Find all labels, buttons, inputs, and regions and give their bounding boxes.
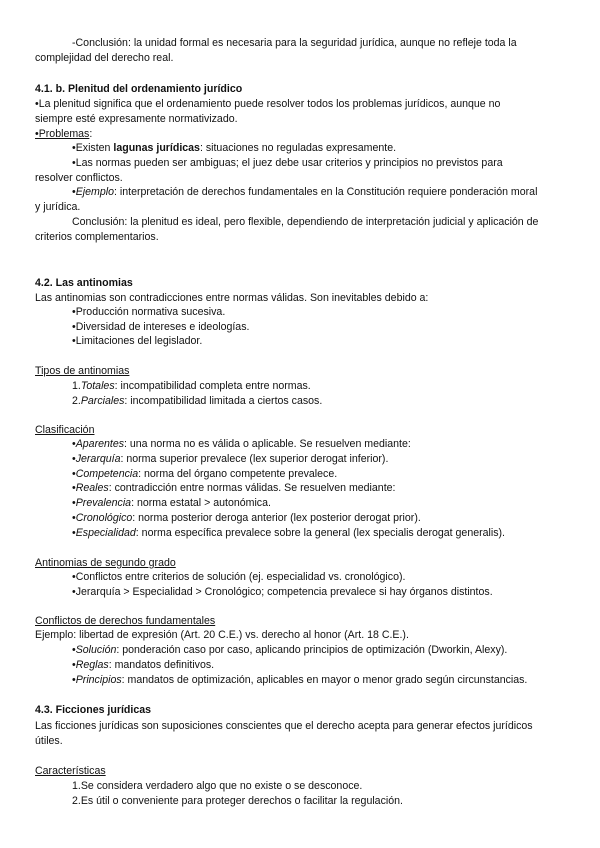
fundamental-desc: : ponderación caso por caso, aplicando principios de optimización (Dworkin, Alexy).: [116, 644, 508, 656]
cause-item: •Limitaciones del legislador.: [72, 335, 203, 347]
problem-3-post: : interpretación de derechos fundamentales en la Constitución requiere ponderación moral: [114, 186, 538, 198]
problem-2-line-2: resolver conflictos.: [35, 172, 123, 184]
problems-label: [35, 127, 92, 141]
features-title: Características: [35, 765, 106, 777]
plenitud-def-line-1: •La plenitud significa que el ordenamiento puede resolver todos los problemas jurídicos, aunque no: [35, 98, 501, 110]
classification-name: Reales: [75, 482, 109, 494]
ficciones-def-line-2: útiles.: [35, 735, 63, 747]
classification-desc: : contradicción entre normas válidas. Se resuelven mediante:: [108, 482, 396, 494]
fundamental-title: Conflictos de derechos fundamentales: [35, 615, 216, 627]
classification-desc: : una norma no es válida o aplicable. Se resuelven mediante:: [124, 438, 411, 450]
types-title: Tipos de antinomias: [35, 365, 130, 377]
classification-item: •Competencia: norma del órgano competente prevalece.: [72, 468, 338, 480]
section-4-3-title: 4.3. Ficciones jurídicas: [35, 704, 151, 716]
classification-title: Clasificación: [35, 424, 95, 436]
feature-item: 1.Se considera verdadero algo que no existe o se desconoce.: [72, 780, 363, 792]
plenitud-conclusion-line-1: Conclusión: la plenitud es ideal, pero flexible, dependiendo de interpretación judicial y aplicación de: [72, 216, 539, 228]
intro-conclusion-line-2: complejidad del derecho real.: [35, 52, 174, 64]
fundamental-name: Principios: [75, 674, 122, 686]
type-name: Totales: [80, 380, 115, 392]
problem-3-line-1: [72, 185, 537, 199]
plenitud-def-line-2: siempre esté expresamente normativizado.: [35, 113, 238, 125]
classification-item: •Cronológico: norma posterior deroga anterior (lex posterior derogat prior).: [72, 512, 421, 524]
type-item: [72, 394, 322, 408]
classification-item: •Especialidad: norma específica prevalece sobre la general (lex specialis derogat generalis).: [72, 527, 506, 539]
problems-label-colon: :: [89, 128, 93, 140]
classification-name: Especialidad: [75, 527, 136, 539]
fundamental-item: •Solución: ponderación caso por caso, aplicando principios de optimización (Dworkin, Alexy).: [72, 644, 508, 656]
classification-desc: : norma estatal > autonómica.: [131, 497, 271, 509]
type-num: 2.: [72, 395, 81, 407]
fundamental-desc: : mandatos definitivos.: [108, 659, 215, 671]
problem-3-line-2: y jurídica.: [35, 201, 81, 213]
classification-item: •Prevalencia: norma estatal > autonómica.: [72, 497, 271, 509]
type-name: Parciales: [80, 395, 125, 407]
ficciones-def-line-1: Las ficciones jurídicas son suposiciones conscientes que el derecho acepta para generar efectos jurídicos: [35, 720, 533, 732]
problem-1-post: : situaciones no reguladas expresamente.: [199, 142, 397, 154]
problem-3-pre: •: [72, 186, 76, 198]
classification-name: Competencia: [75, 468, 139, 480]
second-degree-title: Antinomias de segundo grado: [35, 557, 176, 569]
problem-2-line-1: •Las normas pueden ser ambiguas; el juez debe usar criterios y principios no previstos para: [72, 157, 503, 169]
classification-item: •Aparentes: una norma no es válida o aplicable. Se resuelven mediante:: [72, 438, 411, 450]
fundamental-item: •Principios: mandatos de optimización, aplicables en mayor o menor grado según circunstancias.: [72, 674, 528, 686]
section-4-1-b-title: 4.1. b. Plenitud del ordenamiento jurídico: [35, 83, 243, 95]
classification-name: Cronológico: [75, 512, 133, 524]
type-num: 1.: [72, 380, 81, 392]
classification-desc: : norma posterior deroga anterior (lex posterior derogat prior).: [132, 512, 421, 524]
classification-desc: : norma específica prevalece sobre la general (lex specialis derogat generalis).: [135, 527, 506, 539]
feature-item: 2.Es útil o conveniente para proteger derechos o facilitar la regulación.: [72, 795, 403, 807]
fundamental-name: Reglas: [75, 659, 109, 671]
classification-item: •Jerarquía: norma superior prevalece (lex superior derogat inferior).: [72, 453, 389, 465]
classification-item: •Reales: contradicción entre normas válidas. Se resuelven mediante:: [72, 482, 396, 494]
type-desc: : incompatibilidad limitada a ciertos casos.: [124, 395, 323, 407]
cause-item: •Diversidad de intereses e ideologías.: [72, 321, 250, 333]
classification-name: Jerarquía: [75, 453, 121, 465]
fundamental-desc: : mandatos de optimización, aplicables en mayor o menor grado según circunstancias.: [121, 674, 528, 686]
problem-1-pre: •Existen: [72, 142, 114, 154]
type-item: [72, 379, 311, 393]
antinomias-intro: Las antinomias son contradicciones entre normas válidas. Son inevitables debido a:: [35, 292, 429, 304]
problem-1: [72, 141, 396, 155]
fundamental-name: Solución: [75, 644, 117, 656]
classification-desc: : norma del órgano competente prevalece.: [138, 468, 338, 480]
problem-1-bold: lagunas jurídicas: [113, 142, 200, 154]
classification-name: Aparentes: [75, 438, 125, 450]
cause-item: •Producción normativa sucesiva.: [72, 306, 226, 318]
problems-label-text: •Problemas: [35, 128, 90, 140]
second-degree-item: •Jerarquía > Especialidad > Cronológico; competencia prevalece si hay órganos distintos.: [72, 586, 493, 598]
section-4-2-title: 4.2. Las antinomias: [35, 277, 133, 289]
classification-name: Prevalencia: [75, 497, 132, 509]
type-desc: : incompatibilidad completa entre normas.: [114, 380, 311, 392]
intro-conclusion-line-1: -Conclusión: la unidad formal es necesaria para la seguridad jurídica, aunque no refleje toda la: [72, 37, 517, 49]
plenitud-conclusion-line-2: criterios complementarios.: [35, 231, 159, 243]
fundamental-example: Ejemplo: libertad de expresión (Art. 20 C.E.) vs. derecho al honor (Art. 18 C.E.).: [35, 629, 409, 641]
fundamental-item: •Reglas: mandatos definitivos.: [72, 659, 215, 671]
problem-3-italic: Ejemplo: [75, 186, 114, 198]
classification-desc: : norma superior prevalece (lex superior derogat inferior).: [120, 453, 389, 465]
second-degree-item: •Conflictos entre criterios de solución (ej. especialidad vs. cronológico).: [72, 571, 406, 583]
